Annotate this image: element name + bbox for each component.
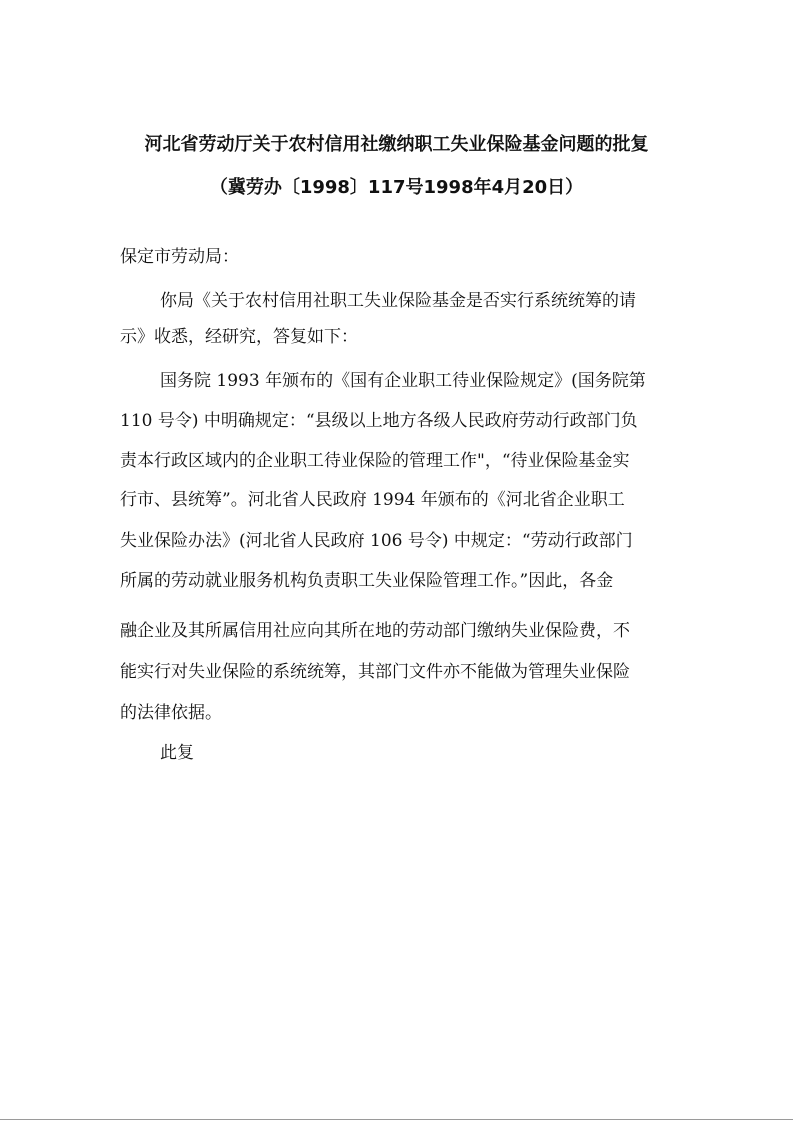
paragraph-line: 融企业及其所属信用社应向其所在地的劳动部门缴纳失业保险费，不	[120, 621, 630, 641]
paragraph-line: 示》收悉，经研究，答复如下：	[120, 327, 358, 347]
paragraph-line: 110 号令) 中明确规定：“县级以上地方各级人民政府劳动行政部门负	[120, 411, 638, 431]
paragraph-line: 所属的劳动就业服务机构负责职工失业保险管理工作。”因此，各金	[120, 571, 614, 591]
bottom-border	[0, 1119, 793, 1120]
paragraph-line: 的法律依据。	[120, 703, 222, 723]
paragraph-line: 你局《关于农村信用社职工失业保险基金是否实行系统统筹的请	[160, 291, 636, 311]
paragraph-line: 能实行对失业保险的系统统筹，其部门文件亦不能做为管理失业保险	[120, 662, 630, 682]
document-title: 河北省劳动厅关于农村信用社缴纳职工失业保险基金问题的批复	[144, 134, 649, 155]
document-subtitle: （冀劳办〔1998〕117号1998年4月20日）	[209, 177, 584, 198]
addressee: 保定市劳动局：	[120, 247, 239, 267]
paragraph-line: 国务院 1993 年颁布的《国有企业职工待业保险规定》(国务院第	[160, 371, 646, 391]
paragraph-line: 失业保险办法》(河北省人民政府 106 号令) 中规定：“劳动行政部门	[120, 531, 633, 551]
paragraph-line: 行市、县统筹”。河北省人民政府 1994 年颁布的《河北省企业职工	[120, 490, 625, 510]
paragraph-line: 责本行政区域内的企业职工待业保险的管理工作"，“待业保险基金实	[120, 451, 630, 471]
closing: 此复	[160, 743, 194, 763]
